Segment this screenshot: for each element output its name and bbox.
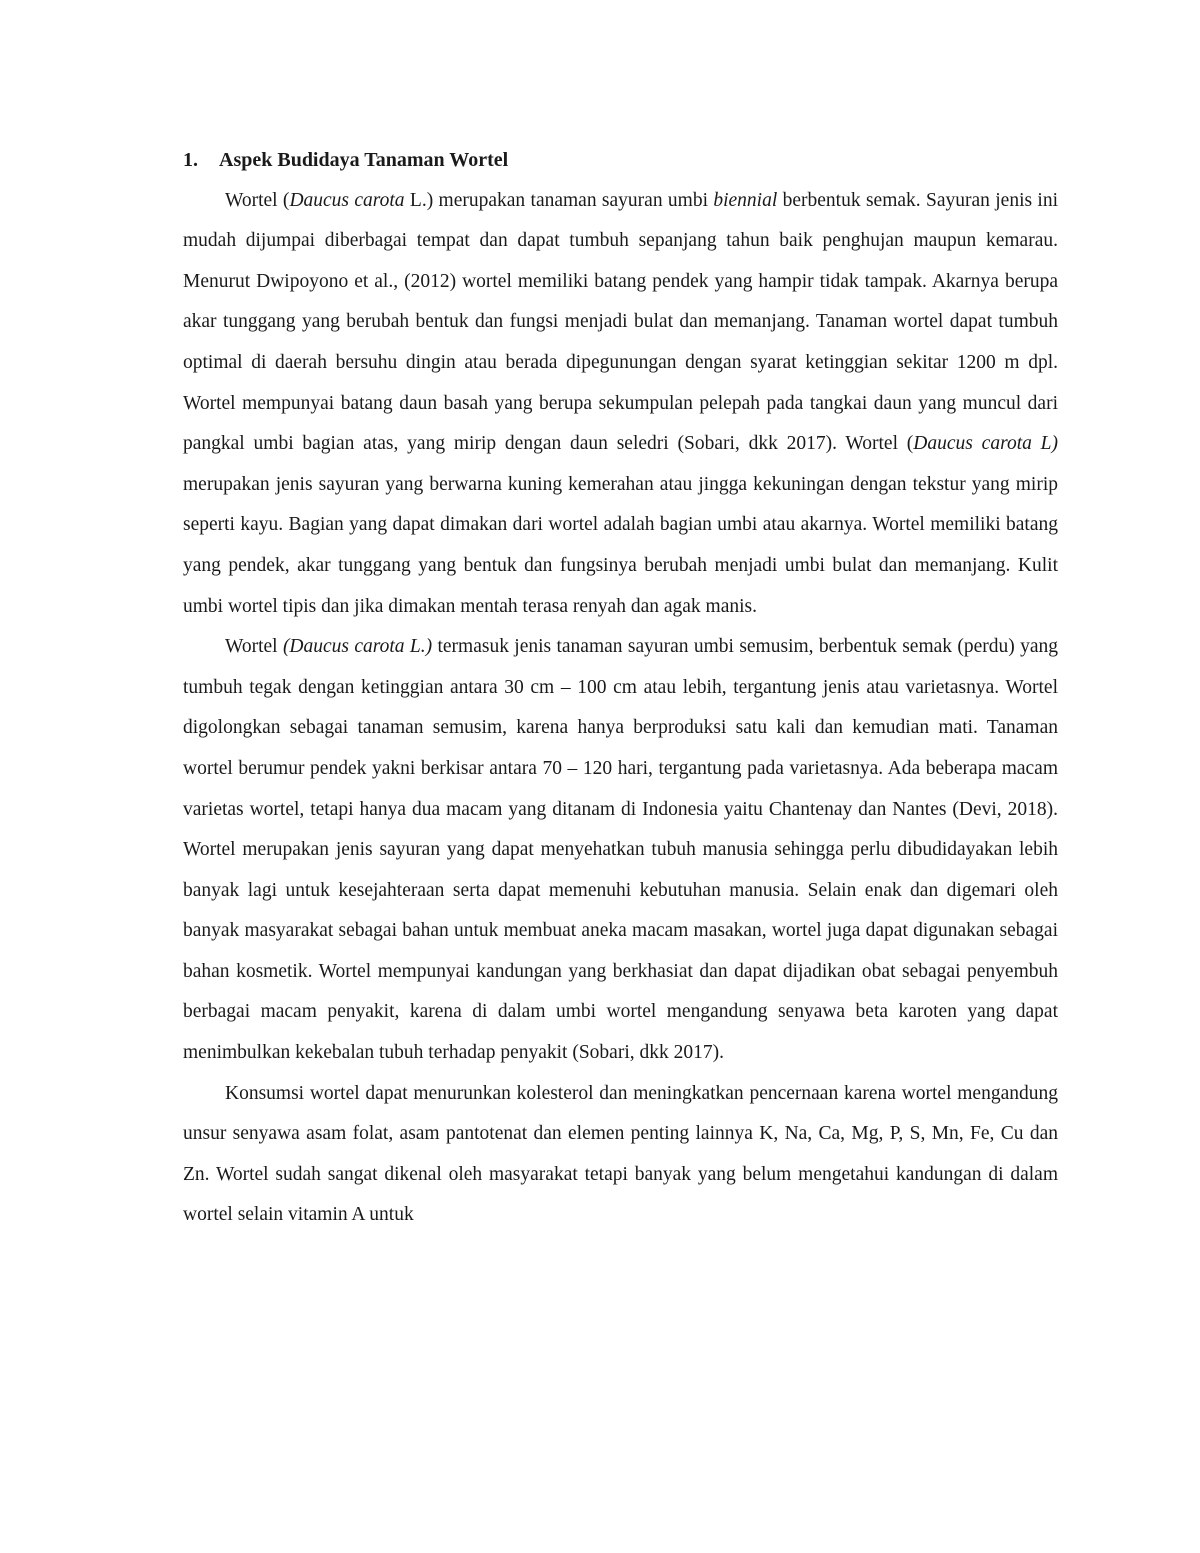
section-heading — [183, 140, 1058, 181]
italic-text-run: Daucus carota L) — [913, 433, 1058, 455]
document-body — [183, 140, 1058, 1236]
section-title: Aspek Budidaya Tanaman Wortel — [219, 149, 509, 171]
paragraph-3 — [183, 1074, 1058, 1236]
italic-text-run: Daucus carota — [289, 189, 405, 211]
italic-text-run: biennial — [713, 189, 778, 211]
text-run: merupakan jenis sayuran yang berwarna kuning kemerahan atau jingga kekuningan dengan tekstur yang mirip seperti kayu. Bagian yang dapat dimakan dari wortel adalah bagian umbi atau akarnya. Wortel memiliki batang yang pendek, akar tunggang yang bentuk dan fungsinya berubah menjadi umbi bulat dan memanjang. Kulit umbi wortel tipis dan jika dimakan mentah terasa renyah dan agak manis. — [183, 473, 1058, 617]
paragraph-2 — [183, 627, 1058, 1074]
italic-text-run: (Daucus carota L.) — [282, 636, 433, 658]
text-run: berbentuk semak. Sayuran jenis ini mudah dijumpai diberbagai tempat dan dapat tumbuh sepanjang tahun baik penghujan maupun kemarau. Menurut Dwipoyono et al., (2012) wortel memiliki batang pendek yang hampir tidak tampak. Akarnya berupa akar tunggang yang berubah bentuk dan fungsi menjadi bulat dan memanjang. Tanaman wortel dapat tumbuh optimal di daerah bersuhu dingin atau berada dipegunungan dengan syarat ketinggian sekitar 1200 m dpl. Wortel mempunyai batang daun basah yang berupa sekumpulan pelepah pada tangkai daun yang muncul dari pangkal umbi bagian atas, yang mirip dengan daun seledri (Sobari, dkk 2017). Wortel ( — [183, 189, 1059, 455]
text-run: termasuk jenis tanaman sayuran umbi semusim, berbentuk semak (perdu) yang tumbuh tegak dengan ketinggian antara 30 cm – 100 cm atau lebih, tergantung jenis atau varietasnya. Wortel digolongkan sebagai tanaman semusim, karena hanya berproduksi satu kali dan kemudian mati. Tanaman wortel berumur pendek yakni berkisar antara 70 – 120 hari, tergantung pada varietasnya. Ada beberapa macam varietas wortel, tetapi hanya dua macam yang ditanam di Indonesia yaitu Chantenay dan Nantes (Devi, 2018). Wortel merupakan jenis sayuran yang dapat menyehatkan tubuh manusia sehingga perlu dibudidayakan lebih banyak lagi untuk kesejahteraan serta dapat memenuhi kebutuhan manusia. Selain enak dan digemari oleh banyak masyarakat sebagai bahan untuk membuat aneka macam masakan, wortel juga dapat digunakan sebagai bahan kosmetik. Wortel mempunyai kandungan yang berkhasiat dan dapat dijadikan obat sebagai penyembuh berbagai macam penyakit, karena di dalam umbi wortel mengandung senyawa beta karoten yang dapat menimbulkan kekebalan tubuh terhadap penyakit (Sobari, dkk 2017). — [183, 636, 1059, 1064]
text-run: L.) merupakan tanaman sayuran umbi — [404, 189, 714, 211]
text-run: Wortel ( — [225, 189, 290, 211]
section-number: 1. — [183, 149, 198, 171]
text-run: Konsumsi wortel dapat menurunkan kolesterol dan meningkatkan pencernaan karena wortel mengandung unsur senyawa asam folat, asam pantotenat dan elemen penting lainnya K, Na, Ca, Mg, P, S, Mn, Fe, Cu dan Zn. Wortel sudah sangat dikenal oleh masyarakat tetapi banyak yang belum mengetahui kandungan di dalam wortel selain vitamin A untuk — [183, 1082, 1058, 1226]
paragraph-1 — [183, 181, 1058, 628]
text-run: Wortel — [225, 636, 283, 658]
